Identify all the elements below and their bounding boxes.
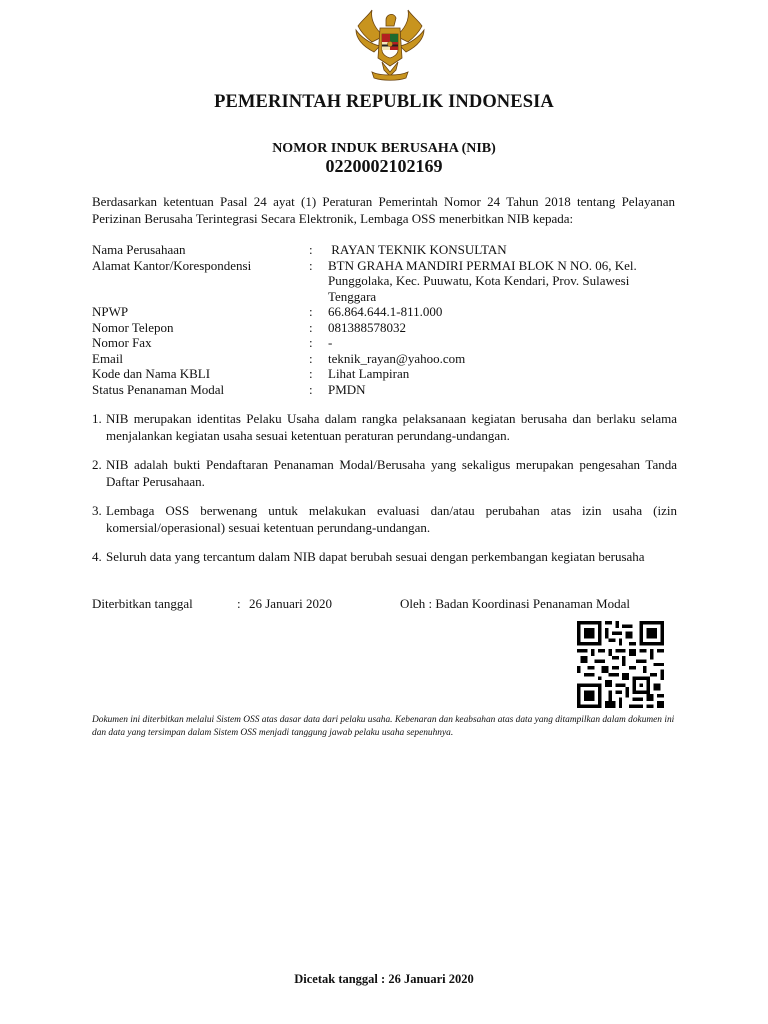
field-label: Email (92, 350, 124, 366)
notes-list (92, 410, 677, 577)
field-row-company-name: Nama Perusahaan : RAYAN TEKNIK KONSULTAN (92, 242, 692, 258)
field-value: PMDN (328, 381, 366, 397)
field-row-investment-status: Status Penanaman Modal : PMDN (92, 382, 692, 398)
garuda-emblem-icon (350, 6, 430, 84)
field-label: Nama Perusahaan (92, 242, 186, 257)
field-value: 66.864.644.1-811.000 (328, 304, 443, 319)
field-value: teknik_rayan@yahoo.com (328, 350, 466, 366)
qr-code-icon (577, 621, 664, 708)
list-item: 2. NIB adalah bukti Pendaftaran Penanaman Modal/Berusaha yang sekaligus merupakan pengesahan Tanda Daftar Perusahaan. (92, 457, 677, 489)
field-row-fax: Nomor Fax : - (92, 335, 692, 351)
field-row-npwp: NPWP : 66.864.644.1-811.000 (92, 304, 692, 320)
nib-number: 0220002102169 (325, 156, 443, 176)
field-row-address: Alamat Kantor/Korespondensi : BTN GRAHA MANDIRI PERMAI BLOK N NO. 06, Kel. Punggolaka, Kec. Puuwatu, Kota Kendari, Prov. Sulawesi Tenggara (92, 258, 692, 305)
issued-colon: : (237, 596, 241, 611)
field-value: BTN GRAHA MANDIRI PERMAI BLOK N NO. 06, Kel. Punggolaka, Kec. Puuwatu, Kota Kendari, Prov. Sulawesi Tenggara (328, 257, 637, 304)
company-fields (92, 242, 692, 397)
list-item: 3. Lembaga OSS berwenang untuk melakukan evaluasi dan/atau perubahan atas izin usaha (izin komersial/operasional) sesuai ketentuan perundang-undangan. (92, 503, 677, 535)
field-value: - (328, 335, 333, 350)
issued-label: Diterbitkan tanggal (92, 596, 193, 611)
field-label: Status Penanaman Modal (92, 381, 225, 397)
field-label: NPWP (92, 304, 129, 319)
field-label: Nomor Fax (92, 335, 152, 350)
disclaimer-text: Dokumen ini diterbitkan melalui Sistem OSS atas dasar data dari pelaku usaha. Kebenaran dan keabsahan atas data yang ditampilkan dalam dokumen ini dan data yang tersimpan dalam Sistem OSS menjadi tanggung jawab pelaku usaha sepenuhnya. (92, 715, 675, 738)
issued-by: Oleh : Badan Koordinasi Penanaman Modal (400, 596, 630, 611)
field-label: Alamat Kantor/Korespondensi (92, 257, 252, 273)
field-label: Kode dan Nama KBLI (92, 366, 211, 381)
list-item: 1. NIB merupakan identitas Pelaku Usaha dalam rangka pelaksanaan kegiatan berusaha dan berlaku selama menjalankan kegiatan usaha sesuai ketentuan peraturan perundang-undangan. (92, 411, 677, 443)
field-value: 081388578032 (328, 319, 406, 335)
government-title: PEMERINTAH REPUBLIK INDONESIA (214, 92, 554, 112)
field-value: Lihat Lampiran (328, 366, 410, 381)
printed-date: Dicetak tanggal : 26 Januari 2020 (294, 972, 474, 986)
list-item: 4. Seluruh data yang tercantum dalam NIB dapat berubah sesuai dengan perkembangan kegiatan berusaha (92, 549, 645, 564)
field-row-email: Email : teknik_rayan@yahoo.com (92, 351, 692, 367)
intro-paragraph: Berdasarkan ketentuan Pasal 24 ayat (1) Peraturan Pemerintah Nomor 24 Tahun 2018 tentang Pelayanan Perizinan Berusaha Terintegrasi Secara Elektronik, Lembaga OSS menerbitkan NIB kepada: (92, 194, 675, 226)
nib-label: NOMOR INDUK BERUSAHA (NIB) (272, 141, 496, 156)
field-row-phone: Nomor Telepon : 081388578032 (92, 320, 692, 336)
issued-date: 26 Januari 2020 (249, 596, 333, 611)
field-row-kbli: Kode dan Nama KBLI : Lihat Lampiran (92, 366, 692, 382)
field-value: RAYAN TEKNIK KONSULTAN (328, 242, 507, 257)
field-label: Nomor Telepon (92, 319, 174, 335)
